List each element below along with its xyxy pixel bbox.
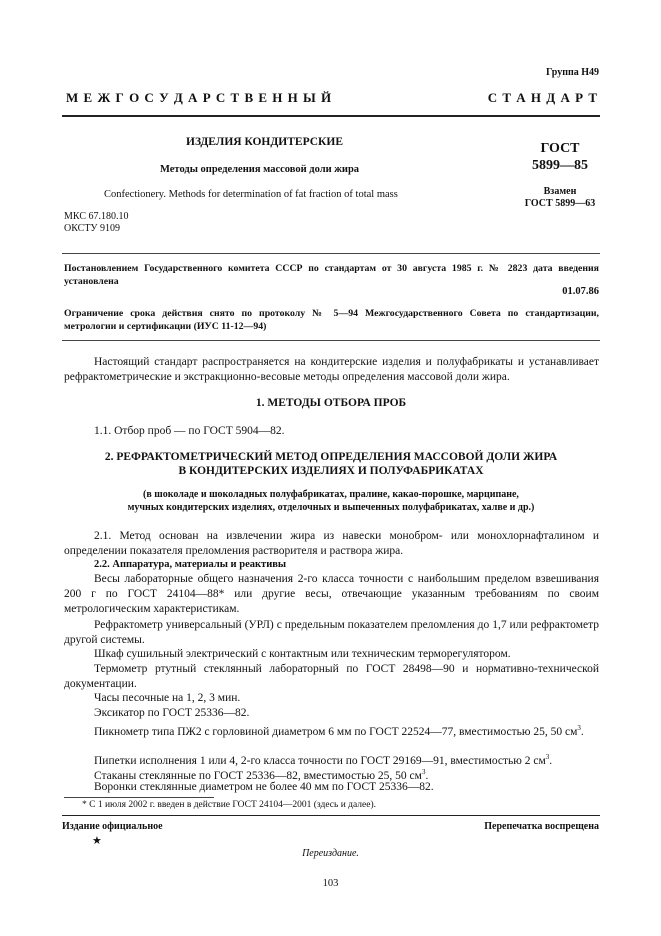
equipment-item: Весы лабораторные общего назначения 2-го класса точности с наибольшим пределом взвешивания 200 г по ГОСТ 24104—88* или другие весы, отвечающие указанным требованиям по своим метрологическим характеристикам.: [64, 573, 599, 615]
footer-rule: [62, 815, 600, 816]
section2-scope-line2: мучных кондитерских изделиях, отделочных и выпеченных полуфабрикатах, халве и др.): [127, 502, 535, 513]
equipment-item: Пикнометр типа ПЖ2 с горловиной диаметром 6 мм по ГОСТ 22524—77, вместимостью 25, 50 $см^3$.: [94, 724, 584, 738]
replaces-block: [504, 186, 616, 210]
okstu-code: ОКСТУ 9109: [64, 223, 121, 234]
gost-label: ГОСТ: [540, 141, 580, 156]
section2-scope-line1: (в шоколаде и шоколадных полуфабрикатах, пралине, какао-порошке, марципане,: [143, 489, 519, 500]
classification-codes: [64, 211, 128, 235]
reprint-prohibited: Перепечатка воспрещена: [484, 821, 599, 832]
equipment-item: Рефрактометр универсальный (УРЛ) с предельным показателем преломления до 1,7 или рефрактометр другой системы.: [64, 619, 599, 646]
header-rule: [62, 115, 600, 117]
group-code: Группа Н49: [546, 67, 599, 78]
equipment-item-text: Пипетки исполнения 1 или 4, 2-го класса точности по ГОСТ 29169—91, вместимостью 2 см: [94, 754, 546, 767]
reedition-note: Переиздание.: [302, 848, 359, 859]
page-number: 103: [322, 878, 339, 889]
equipment-item: Воронки стеклянные диаметром не более 40 мм по ГОСТ 25336—82.: [94, 781, 434, 793]
decree-text: Постановлением Государственного комитета СССР по стандартам от 30 августа 1985 г. № 2823 дата введения установлена: [64, 263, 599, 287]
restriction-text: Ограничение срока действия снято по протоколу № 5—94 Межгосударственного Совета по стандартизации, метрологии и сертификации (ИУС 11-12—94): [64, 308, 599, 332]
section1-heading: 1. МЕТОДЫ ОТБОРА ПРОБ: [255, 397, 407, 409]
intro-paragraph: Настоящий стандарт распространяется на кондитерские изделия и полуфабрикаты и устанавливает рефрактометрические и экстракционно-весовые методы определения массовой доли жира.: [64, 356, 599, 383]
equipment-item: Пипетки исполнения 1 или 4, 2-го класса точности по ГОСТ 29169—91, вместимостью 2 $см^3$.: [94, 753, 553, 767]
replaces-label: Взамен: [543, 186, 577, 197]
banner-right: С Т А Н Д А Р Т: [487, 90, 598, 105]
mks-code: МКС 67.180.10: [64, 211, 129, 222]
section1-p1: 1.1. Отбор проб — по ГОСТ 5904—82.: [94, 425, 285, 437]
introduction-date: 01.07.86: [562, 286, 599, 297]
doc-title-english: Confectionery. Methods for determination of fat fraction of total mass: [104, 189, 398, 200]
equipment-item: Стаканы стеклянные по ГОСТ 25336—82, вместимостью 25, 50 $см^3$.: [94, 768, 429, 782]
footnote: * С 1 июля 2002 г. введен в действие ГОСТ 24104—2001 (здесь и далее).: [82, 800, 377, 810]
decree-rule: [62, 253, 600, 254]
equipment-item: Шкаф сушильный электрический с контактным или техническим терморегулятором.: [94, 648, 511, 660]
equipment-item: Эксикатор по ГОСТ 25336—82.: [94, 707, 250, 719]
section2-heading-line2: В КОНДИТЕРСКИХ ИЗДЕЛИЯХ И ПОЛУФАБРИКАТАХ: [178, 465, 484, 477]
cube-superscript: 3: [545, 753, 550, 761]
doc-title: ИЗДЕЛИЯ КОНДИТЕРСКИЕ: [186, 136, 344, 148]
gost-number: 5899—85: [532, 158, 588, 173]
cube-superscript: 3: [577, 724, 581, 732]
standard-banner: [66, 90, 598, 106]
section2-p21: 2.1. Метод основан на извлечении жира из навески монобром- или монохлорнафталином и определении показателя преломления растворителя и раствора жира.: [64, 530, 599, 557]
doc-subtitle: Методы определения массовой доли жира: [160, 164, 360, 175]
footnote-rule: [64, 797, 214, 798]
equipment-item-text: Стаканы стеклянные по ГОСТ 25336—82, вместимостью 25, 50 см: [94, 769, 422, 782]
replaces-value: ГОСТ 5899—63: [524, 198, 596, 209]
banner-left: М Е Ж Г О С У Д А Р С Т В Е Н Н Ы Й: [66, 90, 333, 105]
restriction-rule: [62, 340, 600, 341]
equipment-item-text: Пикнометр типа ПЖ2 с горловиной диаметром 6 мм по ГОСТ 22524—77, вместимостью 25, 50 см: [94, 725, 578, 738]
official-edition: Издание официальное: [62, 821, 163, 832]
section2-scope: [62, 488, 600, 514]
section2-heading: [62, 450, 600, 478]
section2-p22-heading: 2.2. Аппаратура, материалы и реактивы: [94, 559, 287, 570]
equipment-item: Часы песочные на 1, 2, 3 мин.: [94, 692, 241, 704]
gost-designation: [530, 140, 590, 174]
star-icon: ★: [92, 835, 102, 847]
cube-superscript: 3: [421, 768, 426, 776]
section2-heading-line1: 2. РЕФРАКТОМЕТРИЧЕСКИЙ МЕТОД ОПРЕДЕЛЕНИЯ МАССОВОЙ ДОЛИ ЖИРА: [104, 451, 558, 463]
equipment-item: Термометр ртутный стеклянный лабораторный по ГОСТ 28498—90 и нормативно-технической документации.: [64, 663, 599, 690]
